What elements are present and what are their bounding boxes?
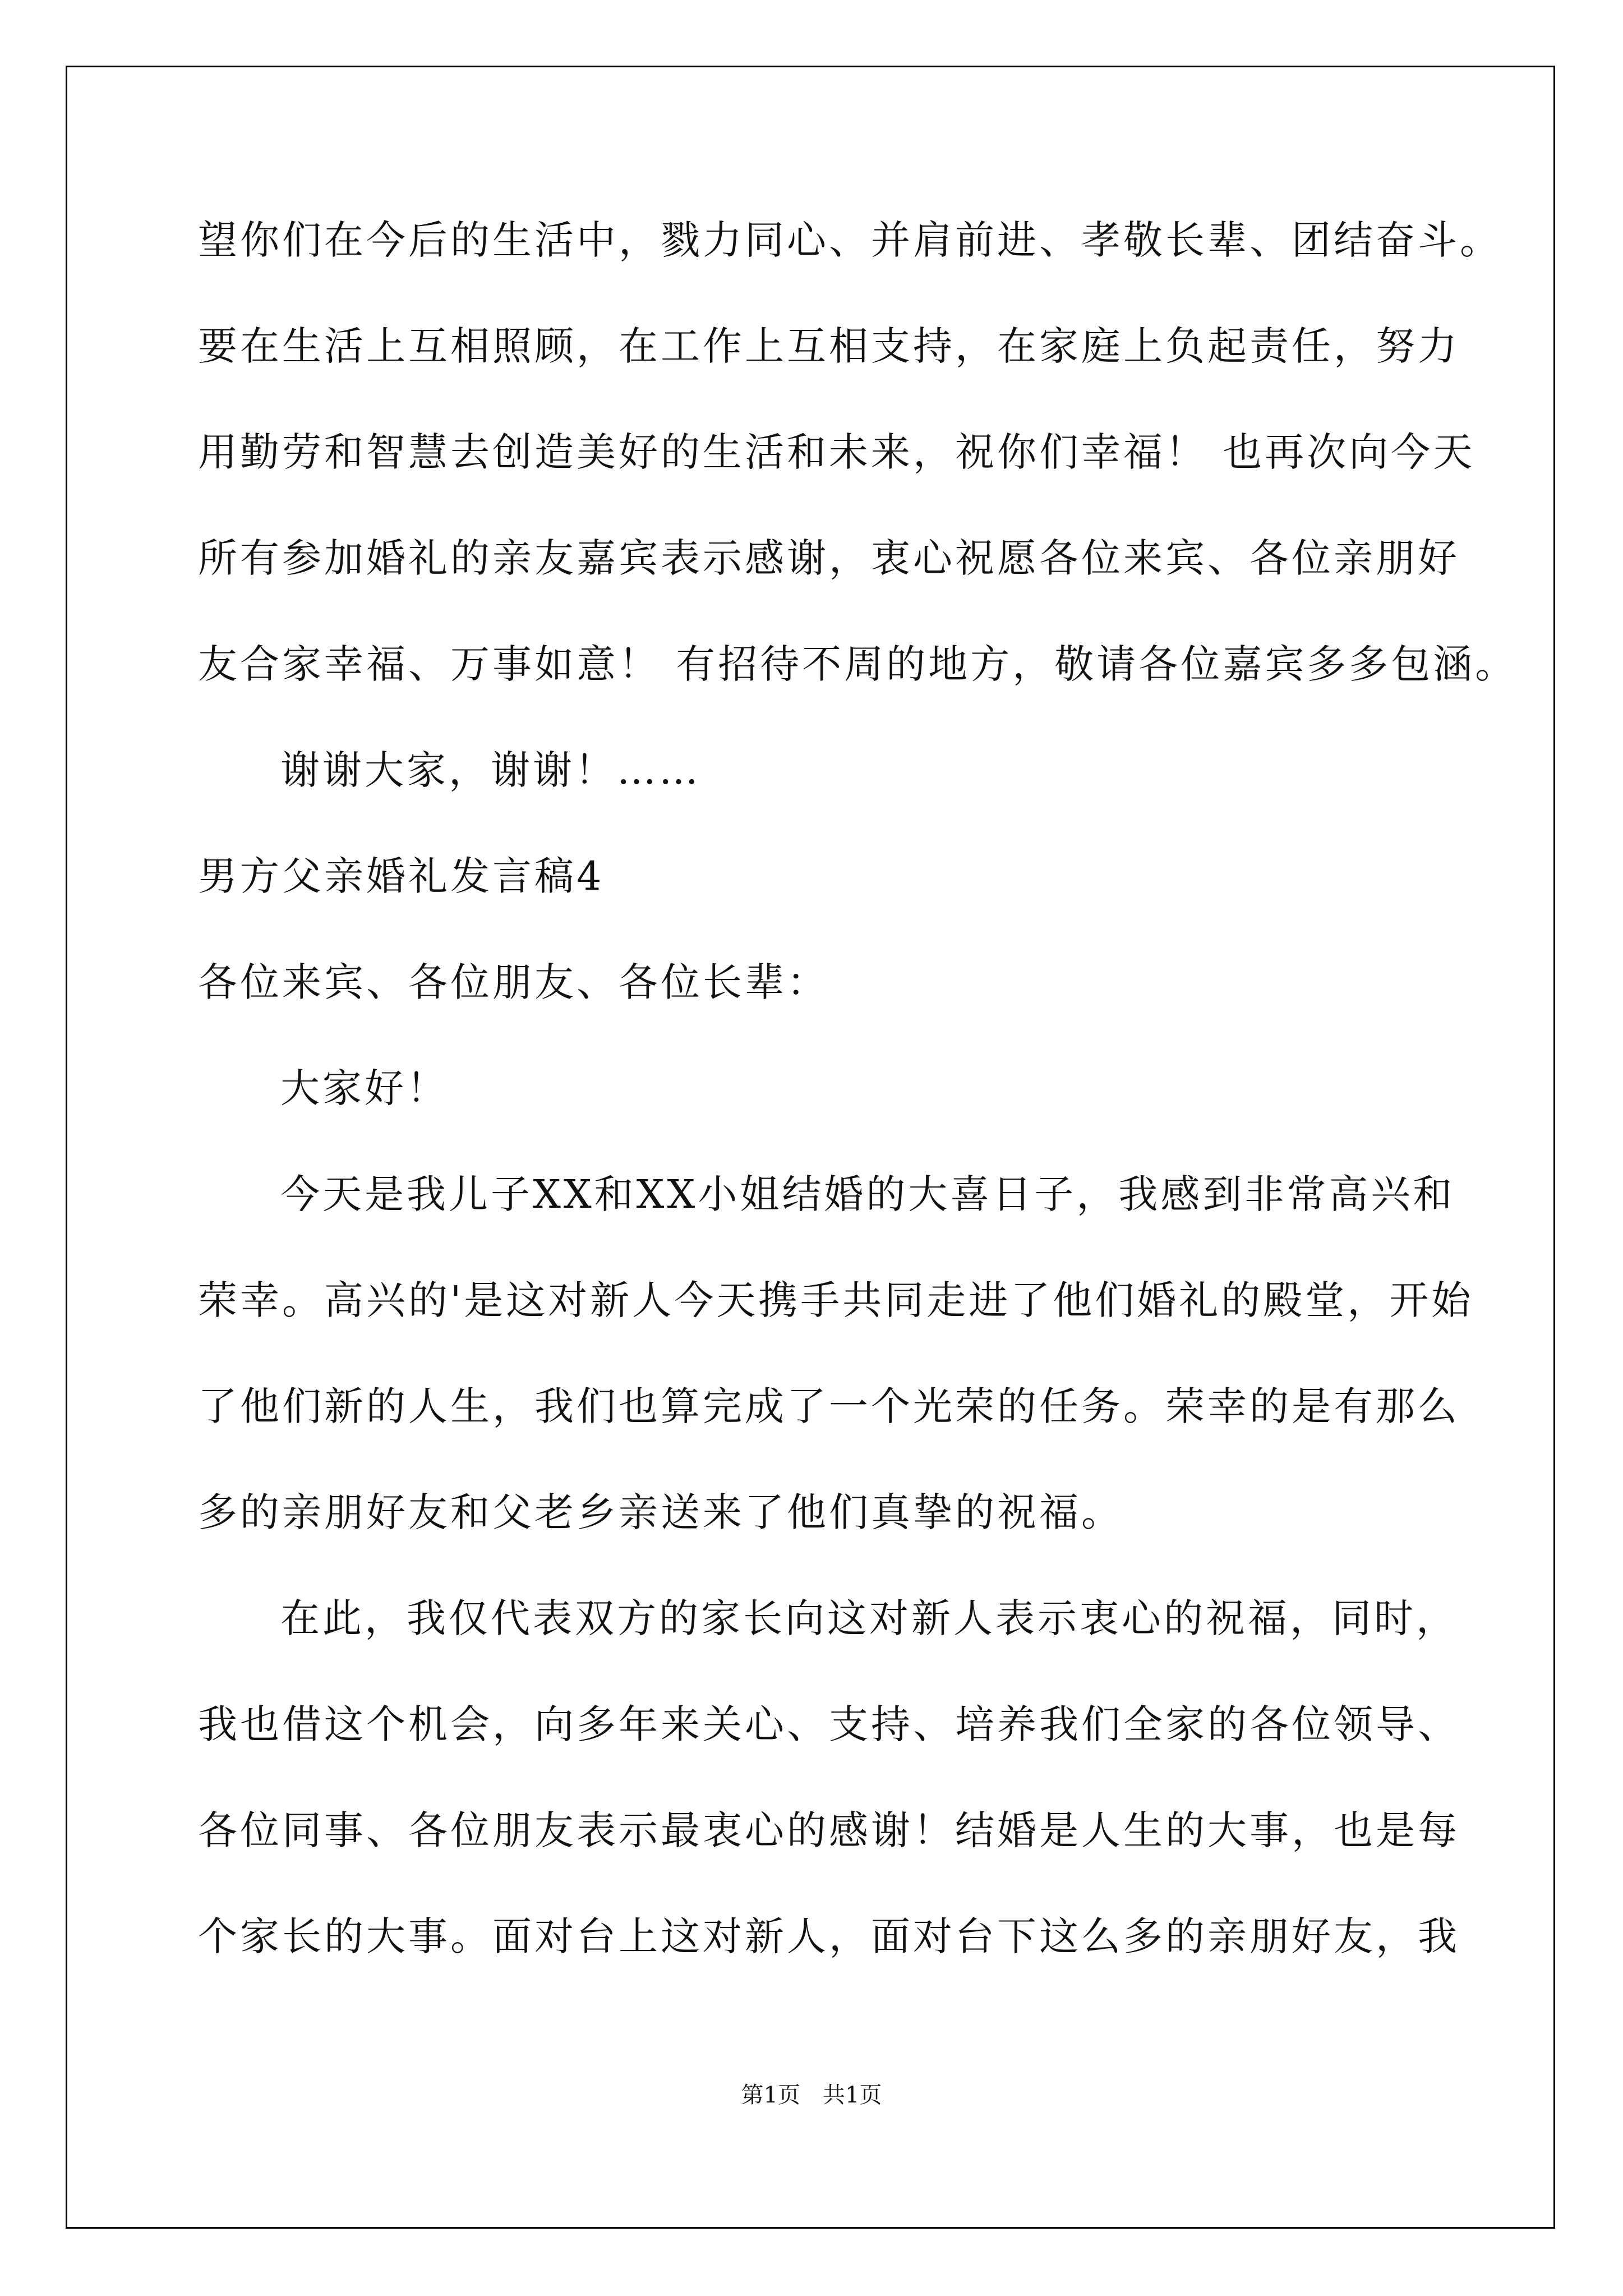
- body-line-15: 我也借这个机会，向多年来关心、支持、培养我们全家的各位领导、: [198, 1701, 1460, 1747]
- body-line-16: 各位同事、各位朋友表示最衷心的感谢！结婚是人生的大事，也是每: [198, 1807, 1460, 1853]
- page-border: [66, 66, 1555, 2229]
- body-line-5: 友合家幸福、万事如意！ 有招待不周的地方，敬请各位嘉宾多多包涵。: [198, 641, 1518, 687]
- section-title: 男方父亲婚礼发言稿4: [198, 853, 605, 899]
- body-line-13: 多的亲朋好友和父老乡亲送来了他们真挚的祝福。: [198, 1489, 1123, 1535]
- body-line-4: 所有参加婚礼的亲友嘉宾表示感谢，衷心祝愿各位来宾、各位亲朋好: [198, 535, 1460, 581]
- body-line-10: 今天是我儿子XX和XX小姐结婚的大喜日子，我感到非常高兴和: [280, 1171, 1455, 1217]
- body-line-2: 要在生活上互相照顾，在工作上互相支持，在家庭上负起责任，努力: [198, 323, 1460, 369]
- body-line-11: 荣幸。高兴的'是这对新人今天携手共同走进了他们婚礼的殿堂，开始: [198, 1277, 1474, 1323]
- body-line-14: 在此，我仅代表双方的家长向这对新人表示衷心的祝福，同时，: [280, 1595, 1458, 1641]
- body-line-12: 了他们新的人生，我们也算完成了一个光荣的任务。荣幸的是有那么: [198, 1383, 1460, 1429]
- body-line-17: 个家长的大事。面对台上这对新人，面对台下这么多的亲朋好友，我: [198, 1913, 1460, 1959]
- closing-thanks: 谢谢大家，谢谢！……: [280, 747, 701, 793]
- greeting: 大家好！: [280, 1065, 449, 1111]
- page-number: 第1页 共1页: [741, 2082, 882, 2108]
- salutation: 各位来宾、各位朋友、各位长辈：: [198, 959, 829, 1005]
- body-line-3: 用勤劳和智慧去创造美好的生活和未来，祝你们幸福！ 也再次向今天: [198, 429, 1476, 475]
- body-line-1: 望你们在今后的生活中，戮力同心、并肩前进、孝敬长辈、团结奋斗。: [198, 217, 1502, 263]
